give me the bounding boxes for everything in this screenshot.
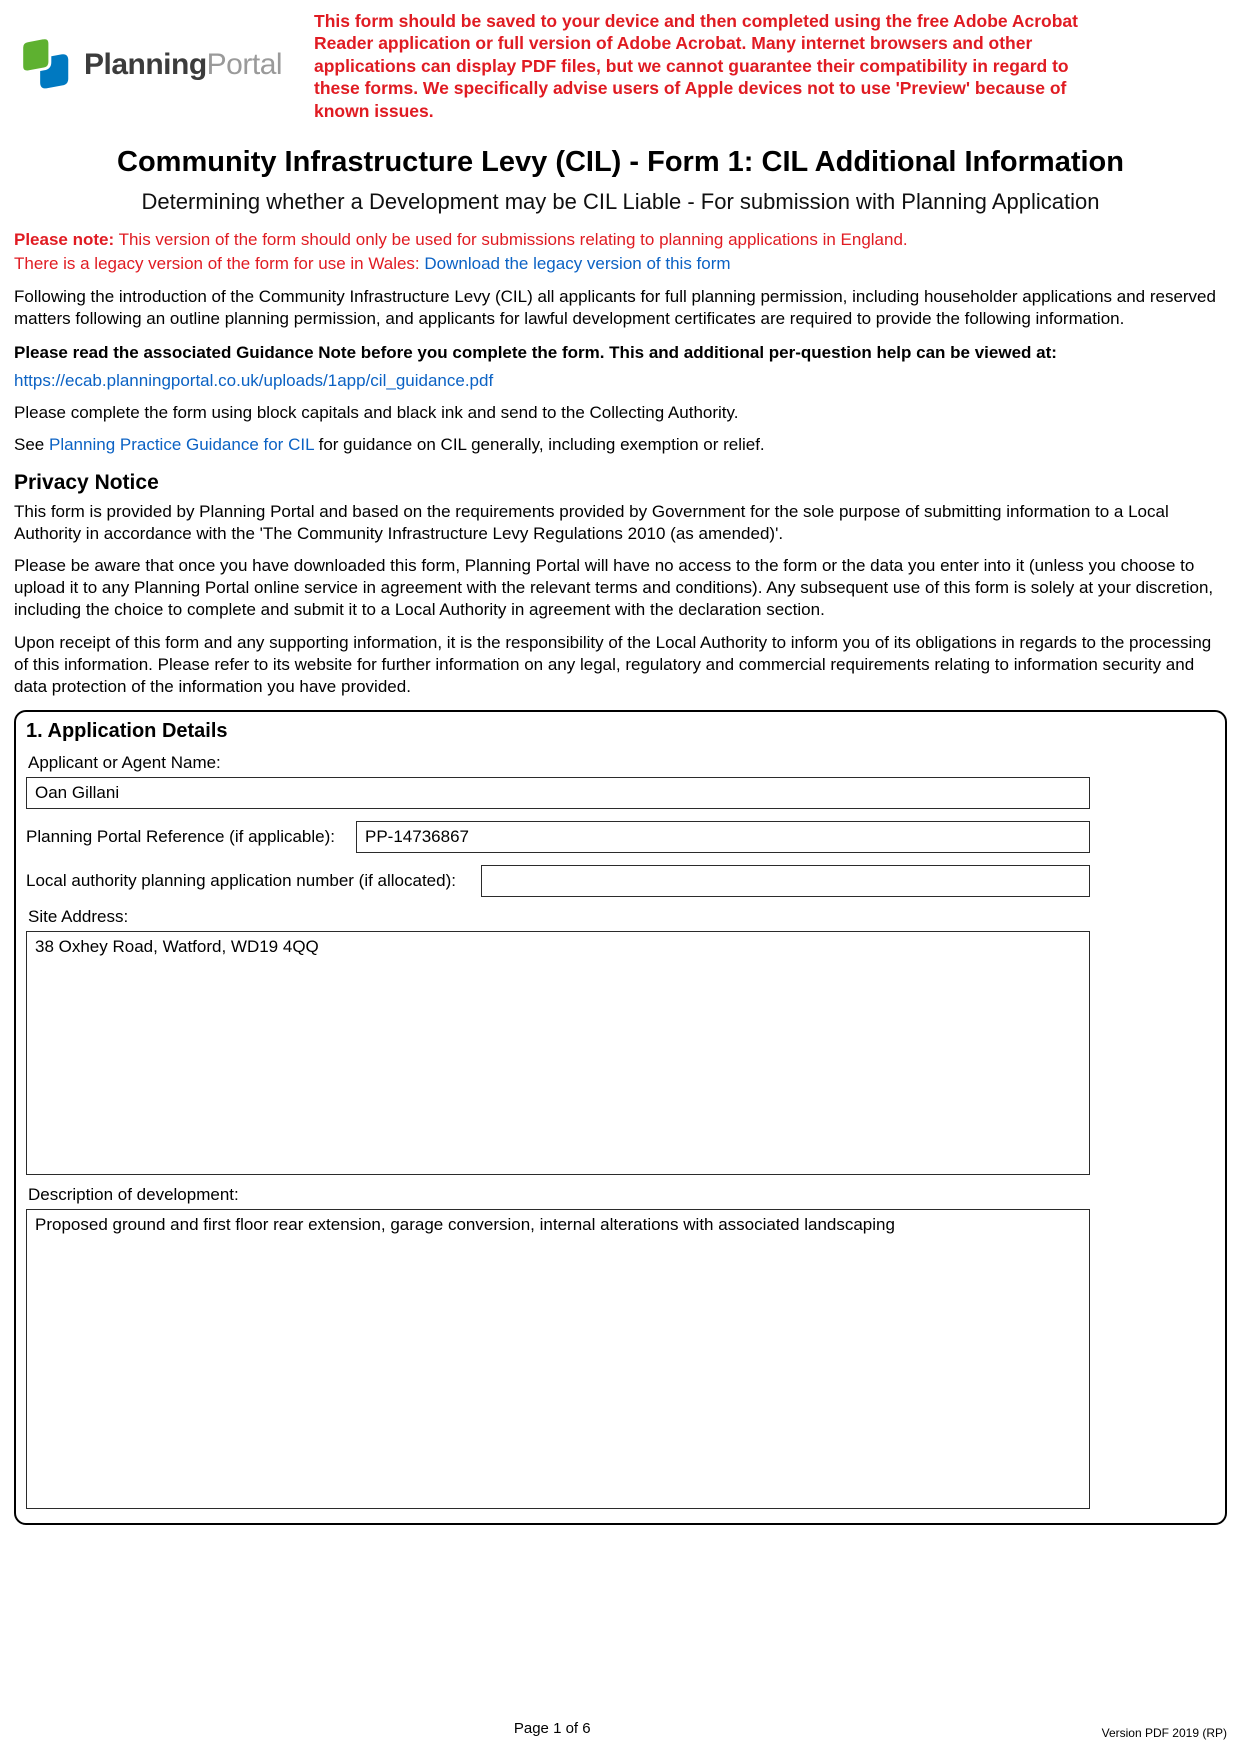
planning-portal-reference-field (26, 821, 1090, 853)
applicant-name-input[interactable] (26, 777, 1090, 809)
guidance-pdf-link[interactable]: https://ecab.planningportal.co.uk/uploads/1app/cil_guidance.pdf (14, 370, 494, 390)
logo-text-portal: Portal (206, 48, 283, 81)
description-field (26, 1185, 1090, 1509)
planning-portal-logo (14, 34, 314, 96)
privacy-paragraph-1: This form is provided by Planning Portal and based on the requirements provided by Government for the sole purpose of submitting information to a Local Authority in accordance with the 'The Community Infrastructure Levy Regulations 2010 (as amended)'. (14, 502, 1169, 544)
adobe-warning-text: This form should be saved to your device and then completed using the free Adobe Acrobat Reader application or full version of Adobe Acrobat. Many internet browsers and other applications can display PDF files, but we cannot guarantee their compatibility in regard to these forms. We specifically advise users of Apple devices not to use 'Preview' because of known issues. (314, 11, 1078, 121)
site-address-field (26, 907, 1090, 1175)
please-note-line2: There is a legacy version of the form for use in Wales: (14, 253, 420, 273)
privacy-paragraph-2: Please be aware that once you have downloaded this form, Planning Portal will have no access to the form or the data you enter into it (unless you choose to upload it to any Planning Portal online service in agreement with the relevant terms and conditions). Any subsequent use of this form is solely at your discretion, including the choice to complete and submit it to a Local Authority in agreement with the declaration section. (14, 556, 1214, 620)
page-number: Page 1 of 6 (513, 1720, 591, 1737)
lpa-number-label: Local authority planning application number (if allocated): (26, 870, 456, 890)
intro-paragraph: Following the introduction of the Community Infrastructure Levy (CIL) all applicants for full planning permission, including householder applications and reserved matters following an outline planning permission, and applicants for lawful development certificates are required to provide the following information. (14, 286, 1216, 328)
please-note-line1: This version of the form should only be used for submissions relating to planning applications in England. (118, 229, 908, 249)
privacy-notice-heading: Privacy Notice (14, 471, 159, 495)
guidance-link-line (14, 370, 1227, 392)
section-heading: 1. Application Details (26, 719, 228, 742)
lpa-number-field (26, 865, 1090, 897)
legacy-form-link[interactable]: Download the legacy version of this form (424, 253, 731, 273)
header (14, 0, 1227, 122)
planning-portal-logo-icon (14, 34, 76, 96)
see-guidance-line (14, 434, 1227, 456)
please-note-label: Please note: (14, 229, 115, 249)
lpa-number-input[interactable] (481, 865, 1090, 897)
planning-portal-reference-label: Planning Portal Reference (if applicable): (26, 826, 336, 846)
block-capitals-text: Please complete the form using block capitals and black ink and send to the Collecting Authority. (14, 402, 739, 422)
form-title: Community Infrastructure Levy (CIL) - Form 1: CIL Additional Information (117, 145, 1124, 178)
logo-wordmark (84, 48, 282, 82)
see-prefix: See (14, 435, 45, 455)
practice-guidance-link[interactable]: Planning Practice Guidance for CIL (48, 435, 314, 455)
applicant-name-field (26, 753, 1090, 809)
guidance-note-text: Please read the associated Guidance Note before you complete the form. This and additional per-question help can be viewed at: (14, 342, 1057, 362)
section-application-details (14, 710, 1227, 1525)
planning-portal-reference-input[interactable] (356, 821, 1090, 853)
logo-text-planning: Planning (84, 48, 207, 81)
applicant-name-label: Applicant or Agent Name: (28, 752, 221, 772)
site-address-textarea[interactable] (26, 931, 1090, 1175)
version-label: Version PDF 2019 (RP) (1101, 1726, 1227, 1740)
description-label: Description of development: (28, 1184, 239, 1204)
description-textarea[interactable] (26, 1209, 1090, 1509)
privacy-paragraph-3: Upon receipt of this form and any supporting information, it is the responsibility of the Local Authority to inform you of its obligations in regards to the processing of this information. Please refer to its website for further information on any legal, regulatory and commercial requirements relating to information security and data protection of the information you have provided. (14, 632, 1212, 696)
please-note (14, 228, 1227, 276)
see-suffix: for guidance on CIL generally, including exemption or relief. (318, 435, 765, 455)
site-address-label: Site Address: (28, 906, 129, 926)
footer (0, 1720, 1241, 1742)
form-subtitle: Determining whether a Development may be CIL Liable - For submission with Planning Application (141, 188, 1100, 214)
